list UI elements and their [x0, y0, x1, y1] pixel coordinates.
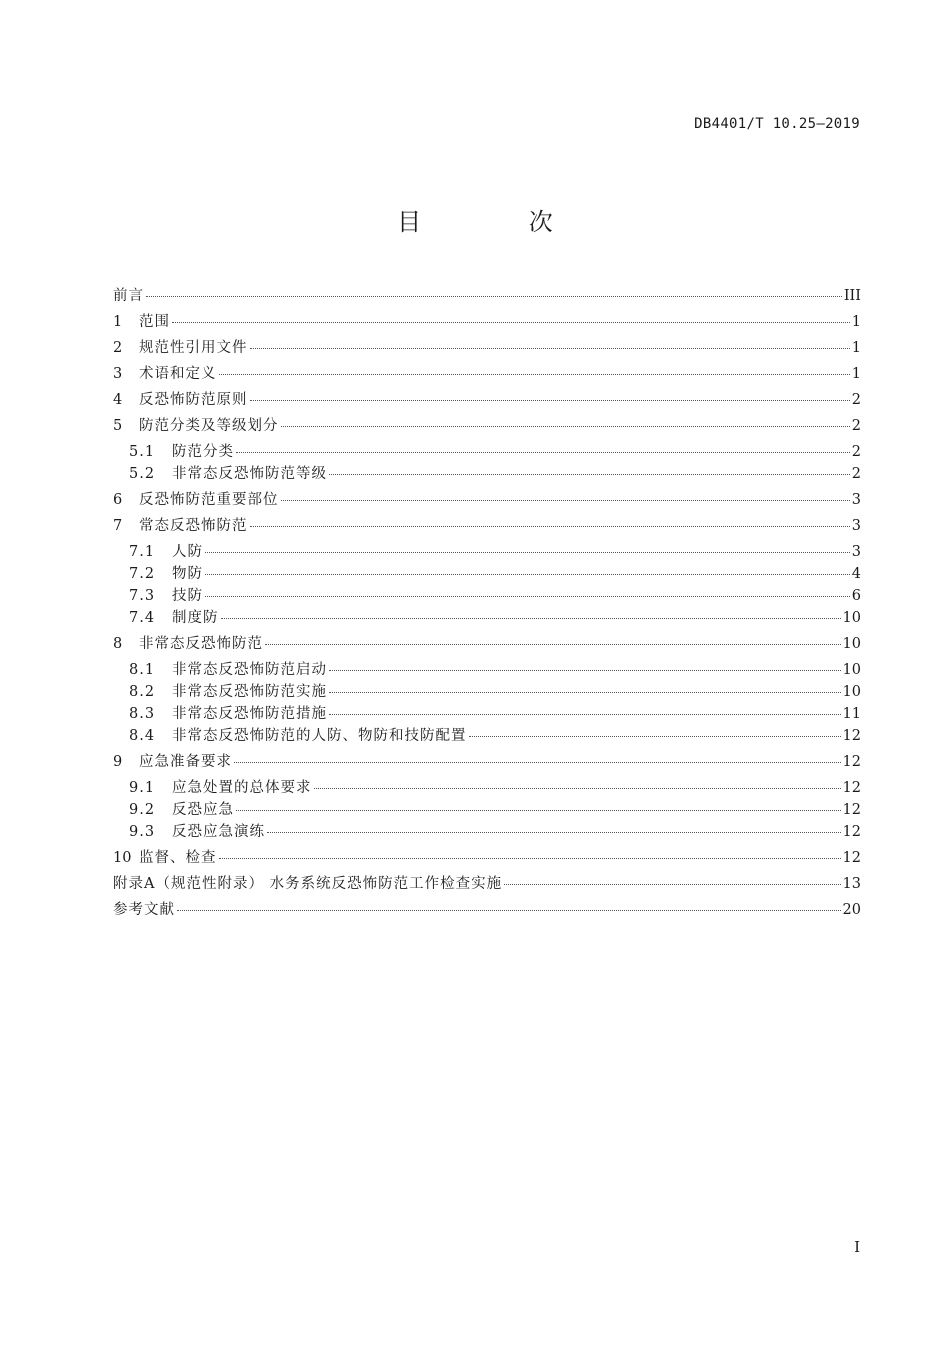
toc-entry-number: 7.2: [129, 566, 156, 582]
toc-entry-number: 9.2: [129, 802, 156, 818]
toc-entry[interactable]: [113, 440, 861, 462]
toc-entry-page: 10: [842, 662, 861, 678]
toc-entry-page: 1: [851, 340, 861, 356]
toc-entry-label: 物防: [172, 566, 203, 582]
dot-leader: [219, 858, 841, 859]
toc-entry-label: 规范性引用文件: [139, 340, 248, 356]
toc-entry-page: 6: [851, 588, 861, 604]
toc-entry-page: 1: [851, 314, 861, 330]
toc-entry[interactable]: [113, 584, 861, 606]
toc-entry-number: 7.3: [129, 588, 156, 604]
toc-entry[interactable]: [113, 658, 861, 680]
toc-entry-page: 12: [842, 824, 861, 840]
toc-entry[interactable]: [113, 702, 861, 724]
toc-entry-label: 反恐应急演练: [172, 824, 265, 840]
toc-entry[interactable]: [113, 632, 861, 654]
toc-entry[interactable]: [113, 514, 861, 536]
dot-leader: [329, 692, 841, 693]
dot-leader: [205, 574, 850, 575]
toc-entry-number: 5.1: [129, 444, 156, 460]
toc-entry-page: 11: [842, 706, 861, 722]
toc-entry-page: 12: [842, 728, 861, 744]
toc-entry-number: 9.3: [129, 824, 156, 840]
toc-entry-number: 8.4: [129, 728, 156, 744]
toc-entry-page: 13: [842, 876, 861, 892]
toc-entry-label: 制度防: [172, 610, 219, 626]
toc-entry[interactable]: [113, 284, 861, 306]
toc-entry-label: 监督、检查: [139, 850, 217, 866]
toc-entry[interactable]: [113, 846, 861, 868]
toc-entry[interactable]: [113, 606, 861, 628]
toc-entry[interactable]: [113, 898, 861, 920]
toc-entry-label: 常态反恐怖防范: [139, 518, 248, 534]
toc-entry[interactable]: [113, 488, 861, 510]
dot-leader: [329, 670, 841, 671]
toc-entry-number: 7.1: [129, 544, 156, 560]
toc-entry-page: 2: [851, 418, 861, 434]
toc-entry-label: 应急处置的总体要求: [172, 780, 312, 796]
toc-entry-label: 反恐怖防范重要部位: [139, 492, 279, 508]
toc-entry-label: 人防: [172, 544, 203, 560]
toc-entry-page: 10: [842, 610, 861, 626]
toc-entry[interactable]: [113, 362, 861, 384]
dot-leader: [236, 452, 850, 453]
toc-entry-label: 非常态反恐怖防范等级: [172, 466, 327, 482]
dot-leader: [250, 400, 850, 401]
toc-entry[interactable]: [113, 310, 861, 332]
toc-entry-number: 5: [113, 418, 123, 434]
dot-leader: [329, 714, 841, 715]
toc-entry-page: 3: [851, 518, 861, 534]
toc-entry[interactable]: [113, 750, 861, 772]
toc-entry-label: 防范分类及等级划分: [139, 418, 279, 434]
dot-leader: [221, 618, 841, 619]
toc-entry-number: 1: [113, 314, 123, 330]
toc-entry-label: 非常态反恐怖防范措施: [172, 706, 327, 722]
toc-entry-label: 附录A（规范性附录） 水务系统反恐怖防范工作检查实施: [113, 876, 503, 892]
toc-entry[interactable]: [113, 540, 861, 562]
toc-entry[interactable]: [113, 414, 861, 436]
toc-entry[interactable]: [113, 872, 861, 894]
toc-entry-number: 4: [113, 392, 123, 408]
dot-leader: [250, 526, 850, 527]
toc-entry-label: 范围: [139, 314, 170, 330]
toc-entry-number: 9.1: [129, 780, 156, 796]
toc-entry[interactable]: [113, 388, 861, 410]
toc-entry-page: 10: [842, 684, 861, 700]
toc-entry[interactable]: [113, 680, 861, 702]
toc-entry-number: 8.3: [129, 706, 156, 722]
dot-leader: [469, 736, 841, 737]
toc-entry-number: 5.2: [129, 466, 156, 482]
dot-leader: [219, 374, 850, 375]
dot-leader: [234, 762, 841, 763]
toc-entry-page: 2: [851, 392, 861, 408]
toc-entry-label: 参考文献: [113, 902, 175, 918]
toc-entry-label: 反恐应急: [172, 802, 234, 818]
toc-entry[interactable]: [113, 336, 861, 358]
toc-entry-page: 2: [851, 466, 861, 482]
toc-entry-label: 非常态反恐怖防范的人防、物防和技防配置: [172, 728, 467, 744]
dot-leader: [281, 426, 850, 427]
dot-leader: [281, 500, 850, 501]
toc-entry-label: 非常态反恐怖防范启动: [172, 662, 327, 678]
toc-entry[interactable]: [113, 462, 861, 484]
dot-leader: [267, 832, 841, 833]
toc-entry[interactable]: [113, 820, 861, 842]
toc-entry-page: 20: [842, 902, 861, 918]
standard-code: DB4401/T 10.25—2019: [694, 116, 860, 132]
toc-entry-page: 10: [842, 636, 861, 652]
toc-entry-label: 非常态反恐怖防范: [139, 636, 263, 652]
toc-entry[interactable]: [113, 724, 861, 746]
toc-entry-number: 8.1: [129, 662, 156, 678]
toc-entry-page: 12: [842, 802, 861, 818]
toc-entry-page: III: [843, 288, 861, 304]
toc-entry-label: 前言: [113, 288, 144, 304]
dot-leader: [205, 596, 850, 597]
toc-entry-number: 10: [113, 850, 132, 866]
dot-leader: [205, 552, 850, 553]
dot-leader: [177, 910, 841, 911]
toc-entry-number: 6: [113, 492, 123, 508]
toc-entry-page: 12: [842, 754, 861, 770]
toc-entry-page: 2: [851, 444, 861, 460]
toc-entry[interactable]: [113, 562, 861, 584]
toc-entry-page: 4: [851, 566, 861, 582]
toc-entry-page: 3: [851, 544, 861, 560]
page-number: I: [854, 1238, 860, 1256]
toc-entry-number: 7.4: [129, 610, 156, 626]
toc-entry-number: 7: [113, 518, 123, 534]
toc-entry-number: 9: [113, 754, 123, 770]
toc-entry-page: 12: [842, 780, 861, 796]
toc-entry-page: 3: [851, 492, 861, 508]
toc-entry-page: 1: [851, 366, 861, 382]
toc-entry-label: 反恐怖防范原则: [139, 392, 248, 408]
toc-entry-label: 技防: [172, 588, 203, 604]
toc-entry-page: 12: [842, 850, 861, 866]
toc-entry-label: 应急准备要求: [139, 754, 232, 770]
toc-entry-number: 3: [113, 366, 123, 382]
toc-entry-number: 8.2: [129, 684, 156, 700]
dot-leader: [172, 322, 850, 323]
toc-entry-label: 术语和定义: [139, 366, 217, 382]
toc-entry-label: 非常态反恐怖防范实施: [172, 684, 327, 700]
dot-leader: [329, 474, 850, 475]
toc-entry-number: 2: [113, 340, 123, 356]
dot-leader: [504, 884, 840, 885]
toc-title: 目 次: [397, 208, 603, 236]
dot-leader: [146, 296, 842, 297]
toc-entry-label: 防范分类: [172, 444, 234, 460]
dot-leader: [314, 788, 841, 789]
dot-leader: [236, 810, 841, 811]
dot-leader: [250, 348, 850, 349]
dot-leader: [265, 644, 841, 645]
toc-entry[interactable]: [113, 798, 861, 820]
toc-entry[interactable]: [113, 776, 861, 798]
toc-entry-number: 8: [113, 636, 123, 652]
